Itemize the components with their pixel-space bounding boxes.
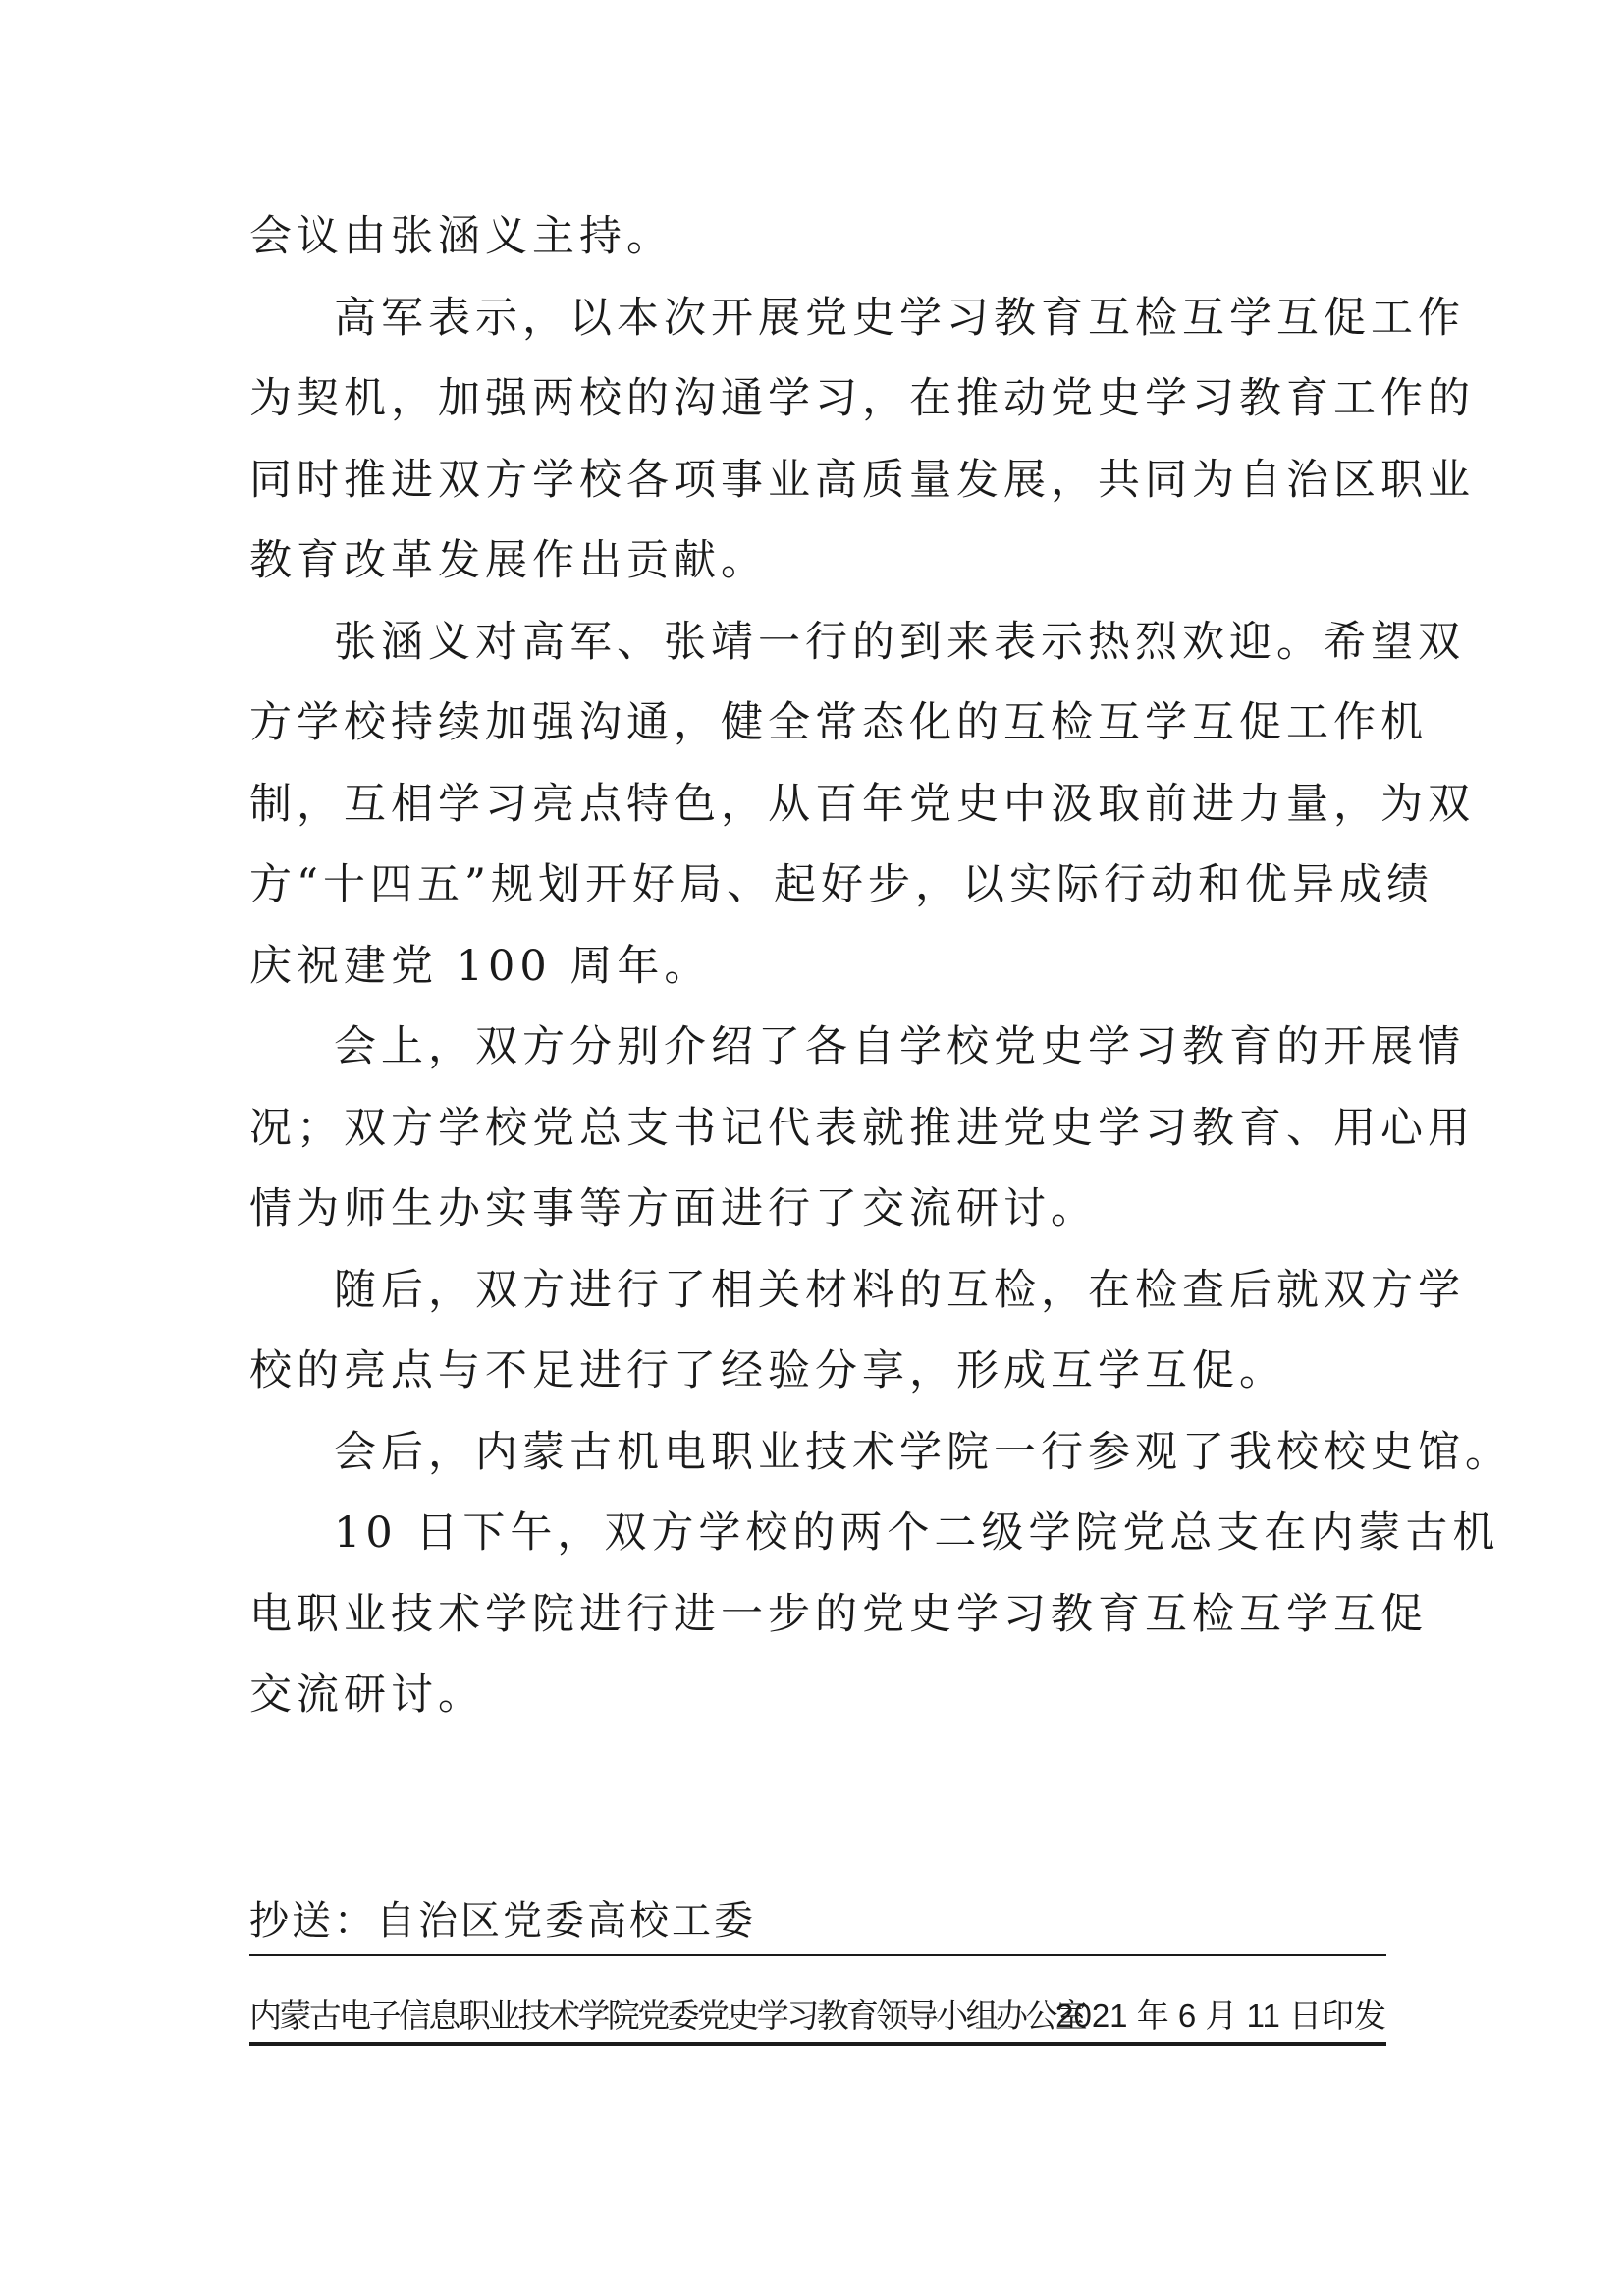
body-line: 会议由张涵义主持。 <box>249 212 674 261</box>
body-line: 方“十四五”规划开好局、起好步，以实际行动和优异成绩 <box>249 860 1434 909</box>
copy-to-line: 抄送：自治区党委高校工委 <box>249 1898 756 1943</box>
issuer-row <box>249 1994 1386 2039</box>
body-line: 校的亮点与不足进行了经验分享，形成互学互促。 <box>249 1346 1286 1395</box>
body-line: 情为师生办实事等方面进行了交流研讨。 <box>249 1184 1098 1233</box>
body-line: 高军表示，以本次开展党史学习教育互检互学互促工作 <box>334 293 1465 343</box>
body-line: 为契机，加强两校的沟通学习，在推动党史学习教育工作的 <box>249 374 1475 423</box>
body-line: 庆祝建党 100 周年。 <box>249 941 712 991</box>
body-line: 交流研讨。 <box>249 1670 485 1720</box>
body-line: 况；双方学校党总支书记代表就推进党史学习教育、用心用 <box>249 1103 1475 1153</box>
body-line: 会后，内蒙古机电职业技术学院一行参观了我校校史馆。 <box>334 1427 1512 1477</box>
body-line: 方学校持续加强沟通，健全常态化的互检互学互促工作机 <box>249 698 1428 747</box>
body-line: 张涵义对高军、张靖一行的到来表示热烈欢迎。希望双 <box>334 617 1465 667</box>
body-line: 同时推进双方学校各项事业高质量发展，共同为自治区职业 <box>249 455 1475 505</box>
body-line: 制，互相学习亮点特色，从百年党史中汲取前进力量，为双 <box>249 779 1475 829</box>
body-line: 教育改革发展作出贡献。 <box>249 536 768 585</box>
body-line: 10 日下午，双方学校的两个二级学院党总支在内蒙古机 <box>334 1508 1500 1558</box>
body-line: 随后，双方进行了相关材料的互检，在检查后就双方学 <box>334 1265 1465 1315</box>
footer-divider-thick <box>249 2042 1386 2046</box>
footer-divider-thin <box>249 1954 1386 1956</box>
issue-date: 2021 年 6 月 11 日印发 <box>1055 1997 1386 2034</box>
body-line: 电职业技术学院进行进一步的党史学习教育互检互学互促 <box>249 1589 1428 1639</box>
document-body <box>249 196 1512 1736</box>
body-line: 会上，双方分别介绍了各自学校党史学习教育的开展情 <box>334 1022 1465 1071</box>
issuing-office: 内蒙古电子信息职业技术学院党委党史学习教育领导小组办公室 <box>249 1997 1086 2034</box>
